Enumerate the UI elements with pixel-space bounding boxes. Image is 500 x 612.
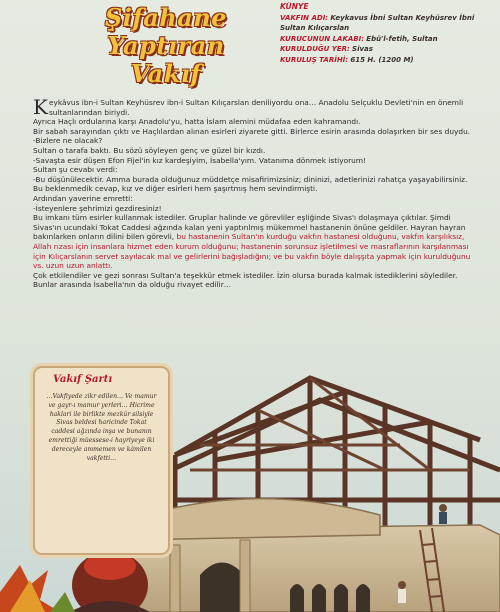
title-line-2: Yaptıran Vakıf xyxy=(107,31,225,88)
paragraph: Sultan şu cevabı verdi: xyxy=(33,165,118,175)
paragraph-hospital: Bu imkanı tüm esirler kullanmak istediler. Gruplar halinde ve görevliler eşliğinde Sivas'ı dolaşmaya çıktılar. Şimdi Sivas'ın ucundaki Tokat Caddesi ağzında kalan yeni yaptırılmış mükemmel hastanenin önüne geldiler. Hayran hayran bakınlarken onların dilini bilen görevli, bu hastanenin Sultan'ın kurduğu vakfın hastanesi olduğunu, vakfın karşılıksız, Allah rızası için insanlara hizmet eden kurum olduğunu; hastanenin sorunsuz işletilmesi ve masraflarının karşılanması için Kılıçarslanın servet sayılacak mal ve gelirlerini bağışladığını; ve bu vakfın böyle dalışşıta yapmak için kurulduğunu vs. uzun uzun anlattı. xyxy=(33,213,471,271)
info-row-title: KURUCUNUN LAKABI: Ebü'l-fetih, Sultan xyxy=(280,34,438,43)
info-row-name-cont: Sultan Kılıçarslan xyxy=(280,24,350,32)
info-row-name: VAKFIN ADI: Keykavus İbni Sultan Keyhüsrev İbni xyxy=(280,13,475,22)
paragraph-intro: Keykâvus ibn-i Sultan Keyhüsrev ibn-i Sultan Kılıçarslan deniliyordu ona… Anadolu Selçuklu Devleti'nin en önemli sultanlarından biriydi. xyxy=(33,95,464,119)
title-line-1: Şifahane xyxy=(104,3,228,32)
page-title xyxy=(96,0,236,88)
info-row-date: KURULUŞ TARİHİ: 615 H. (1200 M) xyxy=(280,55,414,64)
paragraph: -Savaşta esir düşen Efon Fijel'in kız kardeşiyim, İsabella'yım. Vatanıma dönmek istiyorum! xyxy=(33,155,366,165)
highlighted-text: bu hastanenin Sultan'ın kurduğu vakfın hastanesi olduğunu, vakfın karşılıksız, Allah rızası için insanlara hizmet eden kurum olduğunu; hastanenin sorunsuz işletilmesi ve masraflarının karşılanması için Kılıçarslanın servet sayılacak mal ve gelirlerini bağışladığını; ve bu vakfın böyle dalışşıta yapmak için kurulduğunu vs. uzun uzun anlattı. xyxy=(33,232,471,271)
info-block xyxy=(280,2,495,65)
box-title: Vakıf Şartı xyxy=(53,374,113,385)
info-heading: KÜNYE xyxy=(280,2,309,11)
paragraph: Bu beklenmedik cevap, kız ve diğer esirleri hem şaşırtmış hem sevindirmişti. xyxy=(33,184,318,194)
info-row-place: KURULDUĞU YER: Sivas xyxy=(280,45,373,53)
endowment-condition-box xyxy=(33,366,170,555)
drop-cap: K xyxy=(33,95,48,119)
paragraph: -Bu düşünülecektir. Amma burada olduğunuz müddetçe misafirimizsiniz; dininizi, adetlerinizi rahatça yaşayabilirsiniz. xyxy=(33,174,468,184)
paragraph: Ayrıca Haçlı ordularına karşı Anadolu'yu, hatta İslam alemini müdafaa eden kahramandı. xyxy=(33,117,361,127)
paragraph: -İsteyenlere şehrimizi gezdiresiniz! xyxy=(33,203,162,213)
paragraph: Çok etkilendiler ve gezi sonrası Sultan'a teşekkür etmek istediler. İzin olursa burada kalmak istediklerini söylediler. Bunlar arasında İsabella'nın da olduğu rivayet edilir… xyxy=(33,270,458,290)
paragraph: Sultan o tarafa baktı. Bu sözü söyleyen genç ve güzel bir kızdı. xyxy=(33,145,266,155)
info-value-name: Keykavus İbni Sultan Keyhüsrev İbni xyxy=(330,13,475,22)
story-text xyxy=(33,95,473,290)
box-text: …Vakfiyede zikr edilen… Ve mamur ve gayr-ı mamur yerleri… Hicrime haklari ile birlikte mezkûr silsiyle Sivas beldesi haricinde Tokat caddesi ağzında inşa ve bunanın emrettiği müessese-i hayriyeye iki dereceyle ammemen ve kâmilen vakfetti… xyxy=(46,393,157,462)
paragraph: -Bizlere ne olacak? xyxy=(33,136,103,146)
paragraph: Ardından yaverine emretti: xyxy=(33,193,133,203)
paragraph: Bir sabah sarayından çıktı ve Haçlılardan alınan esirleri ziyarete gitti. Birlerce esirin arasında dolaşırken bir ses duydu. xyxy=(33,126,471,136)
